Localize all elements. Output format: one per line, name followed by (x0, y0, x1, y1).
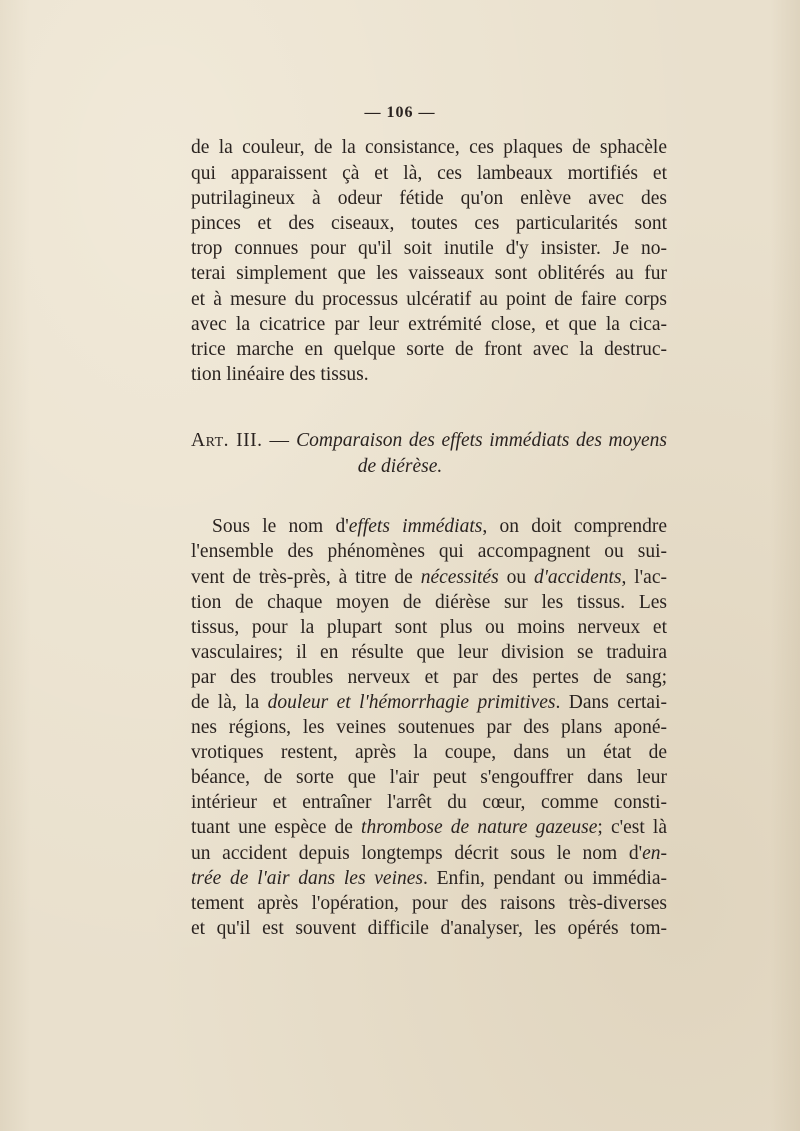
text-line: vasculaires; il en résulte que leur division se traduira (191, 642, 667, 663)
text-line: et qu'il est souvent difficile d'analyser, les opérés tom- (191, 918, 667, 939)
section-heading (191, 428, 667, 454)
text-line: un accident depuis longtemps décrit sous le nom d'en- (191, 843, 667, 864)
text-line: trice marche en quelque sorte de front avec la destruc- (191, 339, 667, 360)
text-line: béance, de sorte que l'air peut s'engouffrer dans leur (191, 767, 667, 788)
article-label: Art. III. — (191, 430, 290, 451)
text-line: de là, la douleur et l'hémorrhagie primitives. Dans certai- (191, 692, 667, 713)
text-line: nes régions, les veines soutenues par des plans aponé- (191, 717, 667, 738)
text-line: tion de chaque moyen de diérèse sur les tissus. Les (191, 592, 667, 613)
text-line: terai simplement que les vaisseaux sont oblitérés au fur (191, 263, 667, 284)
text-line: vrotiques restent, après la coupe, dans un état de (191, 742, 667, 763)
text-line: qui apparaissent çà et là, ces lambeaux mortifiés et (191, 163, 667, 184)
text-line: putrilagineux à odeur fétide qu'on enlève avec des (191, 188, 667, 209)
page-number: — 106 — (364, 104, 436, 121)
text-line: tuant une espèce de thrombose de nature gazeuse; c'est là (191, 817, 667, 838)
text-line: avec la cicatrice par leur extrémité close, et que la cica- (191, 314, 667, 335)
text-line: trée de l'air dans les veines. Enfin, pendant ou immédia- (191, 868, 667, 889)
text-line: intérieur et entraîner l'arrêt du cœur, comme consti- (191, 792, 667, 813)
text-line: tissus, pour la plupart sont plus ou moins nerveux et (191, 617, 667, 638)
text-line: tion linéaire des tissus. (191, 364, 369, 385)
text-line: tement après l'opération, pour des raisons très-diverses (191, 893, 667, 914)
text-line: l'ensemble des phénomènes qui accompagnent ou sui- (191, 541, 667, 562)
text-line: de la couleur, de la consistance, ces plaques de sphacèle (191, 137, 667, 158)
text-line: trop connues pour qu'il soit inutile d'y insister. Je no- (191, 238, 667, 259)
text-line: par des troubles nerveux et par des pertes de sang; (191, 667, 667, 688)
article-title-line-2: de diérèse. (357, 456, 443, 477)
article-title-line-1: Comparaison des effets immédiats des moyens (296, 430, 668, 451)
text-line: et à mesure du processus ulcératif au point de faire corps (191, 289, 667, 310)
text-line: pinces et des ciseaux, toutes ces particularités sont (191, 213, 667, 234)
text-line: Sous le nom d'effets immédiats, on doit comprendre (212, 516, 667, 537)
text-line: vent de très-près, à titre de nécessités ou d'accidents, l'ac- (191, 567, 667, 588)
